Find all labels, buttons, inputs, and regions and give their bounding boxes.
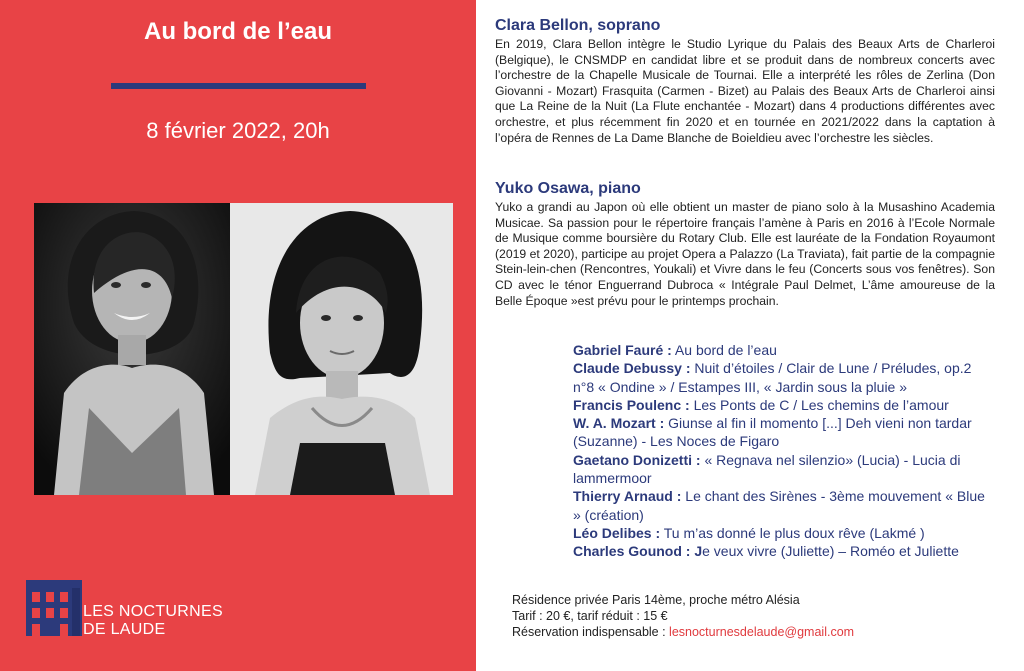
program-works: Nuit d’étoiles / Clair de Lune / Préludes, op.2 n°8 « Ondine » / Estampes III, « Jardin sous la pluie »: [573, 360, 972, 395]
program-works: Giunse al fin il momento [...] Deh vieni non tardar (Suzanne) - Les Noces de Figaro: [573, 415, 972, 450]
logo-line-1: LES NOCTURNES: [83, 603, 223, 620]
program-item: [573, 487, 993, 524]
logo-wordmark: [83, 603, 223, 639]
event-date: 8 février 2022, 20h: [146, 118, 330, 143]
composer-name: Francis Poulenc :: [573, 396, 690, 413]
clara-bellon-bio: En 2019, Clara Bellon intègre le Studio Lyrique du Palais des Beaux Arts de Charleroi (Belgique), le CNSMDP en candidat libre et se produit dans de nombreux concerts avec l’orchestre de la Chapelle Musicale de Tournai. Elle a interprété les rôles de Zerlina (Don Giovanni - Mozart) Frasquita (Carmen - Bizet) au Palais des Beaux Arts de Charleroi ainsi que La Reine de la Nuit (La Flute enchantée - Mozart) dans 4 productions différentes avec orchestre, et plus récemment fin 2020 et en tournée en 2021/2022 dans la captation à l’opéra de Rennes de La Dame Blanche de Boieldieu avec l’orchestre les siècles.: [495, 37, 995, 145]
yuko-osawa-photo: [230, 203, 453, 495]
composer-name: Léo Delibes :: [573, 524, 661, 541]
composer-name: Claude Debussy :: [573, 360, 691, 377]
composer-name: Charles Gounod : J: [573, 543, 703, 560]
composer-name: W. A. Mozart :: [573, 415, 665, 432]
venue-address: Résidence privée Paris 14ème, proche métro Alésia: [512, 593, 800, 607]
program-item: [573, 396, 993, 414]
program-works: Les Ponts de C / Les chemins de l’amour: [689, 396, 949, 413]
program-works: Tu m’as donné le plus doux rêve (Lakmé ): [660, 524, 925, 541]
venue-pricing: Tarif : 20 €, tarif réduit : 15 €: [512, 609, 668, 623]
logo-line-2: DE LAUDE: [83, 621, 166, 638]
program-works: e veux vivre (Juliette) – Roméo et Juliette: [702, 543, 959, 560]
clara-bellon-photo: [34, 203, 230, 495]
left-panel: [0, 0, 476, 671]
composer-name: Thierry Arnaud :: [573, 488, 682, 505]
clara-bellon-heading: Clara Bellon, soprano: [495, 17, 661, 34]
program-works: Au bord de l’eau: [671, 342, 777, 358]
program-item: [573, 451, 993, 488]
contact-email-link[interactable]: lesnocturnesdelaude@gmail.com: [669, 625, 855, 639]
yuko-osawa-heading: Yuko Osawa, piano: [495, 180, 641, 197]
program-item: [573, 359, 993, 396]
concert-program: [573, 341, 993, 561]
composer-name: Gabriel Fauré :: [573, 342, 672, 358]
program-item: [573, 542, 993, 560]
reservation-line: [512, 624, 854, 640]
program-works: « Regnava nel silenzio» (Lucia) - Lucia di lammermoor: [573, 451, 961, 487]
right-panel: [476, 0, 1024, 671]
title-divider: [111, 83, 366, 89]
composer-name: Gaetano Donizetti :: [573, 451, 701, 468]
venue-info: [512, 592, 854, 640]
program-item: [573, 524, 993, 542]
event-title: Au bord de l’eau: [143, 18, 332, 45]
les-nocturnes-logo-icon: [24, 580, 84, 636]
program-item: [573, 414, 993, 451]
reservation-label: Réservation indispensable :: [512, 625, 670, 639]
program-item: [573, 341, 993, 359]
program-works: Le chant des Sirènes - 3ème mouvement « Blue » (création): [573, 488, 985, 523]
yuko-osawa-bio: Yuko a grandi au Japon où elle obtient un master de piano solo à la Musashino Academia Musicae. Sa passion pour le répertoire français l’amène à Paris en 2016 à l’Ecole Normale de Musique comme boursière du Rotary Club. Elle est lauréate de la Fondation Royaumont (2019 et 2020), participe au projet Opera a Palazzo (La Traviata), fait partie de la compagnie Stein-lein-chen (Rencontres, Youkali) et Vivre dans le feu (Concerts sous vos fenêtres). Son CD avec le ténor Enguerrand Dubroca « Intégrale Paul Delmet, L’âme amoureuse de la Belle Époque »est prévu pour le printemps prochain.: [495, 200, 995, 308]
